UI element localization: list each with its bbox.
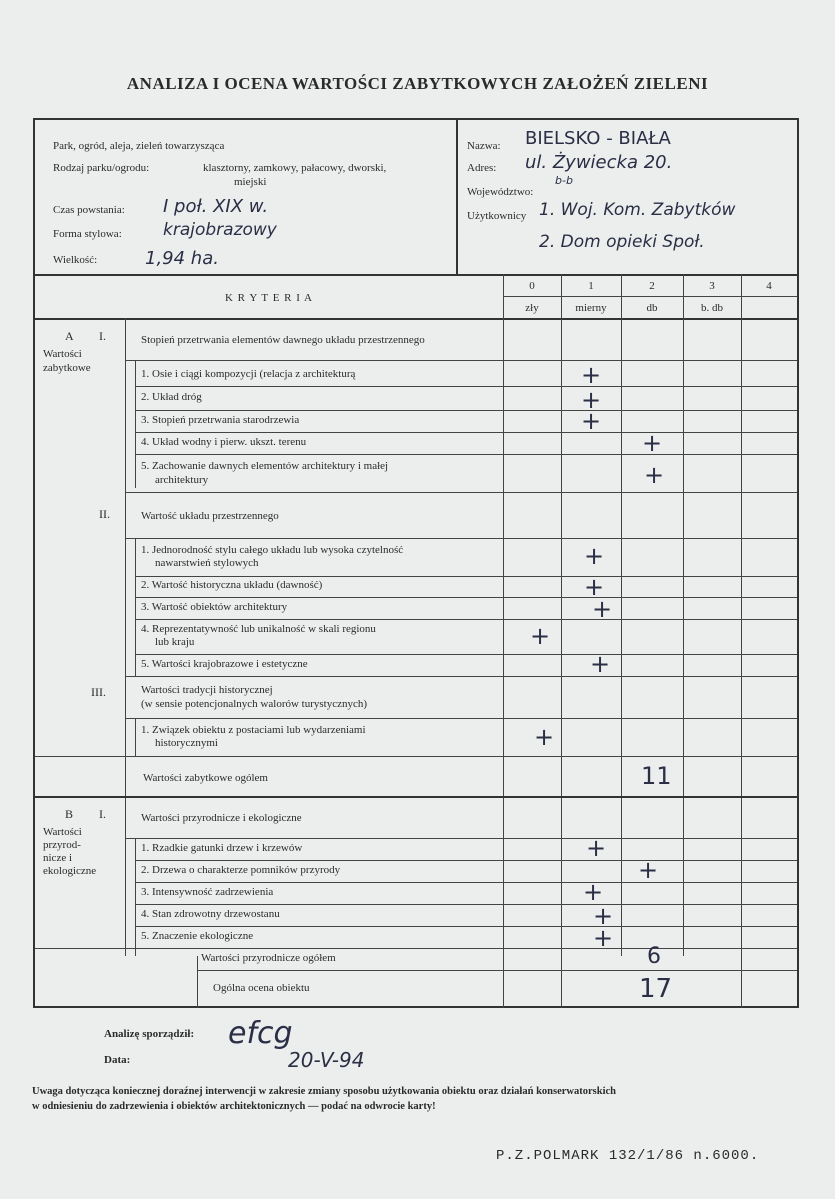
criterion-a1-5: 5. Zachowanie dawnych elementów architektury i małej bbox=[141, 460, 389, 472]
rule bbox=[135, 860, 797, 861]
group-a1-title: Stopień przetrwania elementów dawnego układu przestrzennego bbox=[141, 334, 425, 346]
rule bbox=[135, 576, 797, 577]
overall-label: Ogólna ocena obiektu bbox=[213, 982, 310, 994]
indent-line-a3 bbox=[135, 718, 136, 756]
col-1-name: mierny bbox=[575, 302, 607, 314]
section-a-total-label: Wartości zabytkowe ogólem bbox=[143, 772, 268, 784]
evaluation-form bbox=[33, 118, 799, 1008]
kryteria-mid-rule bbox=[503, 296, 797, 297]
czas-label: Czas powstania: bbox=[53, 204, 125, 216]
col-line-4 bbox=[741, 274, 742, 956]
rule bbox=[125, 360, 797, 361]
indent-line-a1 bbox=[135, 360, 136, 488]
wielkosc-value: 1,94 ha. bbox=[145, 248, 219, 269]
label-col-line-a bbox=[125, 318, 126, 796]
rule bbox=[125, 838, 797, 839]
rule bbox=[135, 410, 797, 411]
mark-a1-1: + bbox=[580, 361, 602, 389]
mark-a2-2: + bbox=[583, 573, 605, 601]
overall-value: 17 bbox=[639, 974, 673, 1004]
forma-label: Forma stylowa: bbox=[53, 228, 122, 240]
uzytkownicy-value-1: 1. Woj. Kom. Zabytków bbox=[539, 200, 736, 220]
col-line-0 bbox=[503, 274, 504, 956]
section-b-name: Wartości bbox=[43, 826, 82, 838]
section-a-name-2: zabytkowe bbox=[43, 362, 91, 374]
col-1-num: 1 bbox=[588, 280, 594, 292]
group-a2-roman: II. bbox=[99, 507, 110, 521]
rule bbox=[125, 538, 797, 539]
indent-line-b bbox=[135, 838, 136, 956]
park-label: Park, ogród, aleja, zieleń towarzysząca bbox=[53, 140, 225, 152]
mark-a2-1: + bbox=[583, 542, 605, 570]
col-line-1 bbox=[561, 274, 562, 956]
rule bbox=[135, 597, 797, 598]
note-line-1: Uwaga dotycząca koniecznej doraźnej interwencji w zakresie zmiany sposobu użytkowania obiektu oraz działań konserwatorskich bbox=[32, 1086, 616, 1097]
section-a-name: Wartości bbox=[43, 348, 82, 360]
rule bbox=[135, 386, 797, 387]
col-line-total-1 bbox=[561, 956, 562, 1008]
wojewodztwo-label: Województwo: bbox=[467, 186, 534, 198]
criterion-a1-3: 3. Stopień przetrwania starodrzewia bbox=[141, 414, 300, 426]
rule bbox=[35, 948, 797, 949]
uzytkownicy-label: Użytkownicy bbox=[467, 210, 527, 222]
criterion-a2-4: 4. Reprezentatywność lub unikalność w skali regionu bbox=[141, 623, 376, 635]
section-b-roman: I. bbox=[99, 807, 106, 821]
criterion-b-2: 2. Drzewa o charakterze pomników przyrody bbox=[141, 864, 341, 876]
section-b-total-value: 6 bbox=[647, 944, 661, 969]
col-line-total-4 bbox=[741, 956, 742, 1008]
mark-a3-1: + bbox=[533, 723, 555, 751]
criterion-a2-3: 3. Wartość obiektów architektury bbox=[141, 601, 288, 613]
section-a-total-value: 11 bbox=[641, 762, 672, 790]
section-a-letter: A bbox=[65, 329, 74, 343]
section-b-total-label: Wartości przyrodnicze ogółem bbox=[201, 952, 336, 964]
section-a-roman: I. bbox=[99, 329, 106, 343]
nazwa-label: Nazwa: bbox=[467, 140, 501, 152]
section-b-name-3: nicze i bbox=[43, 852, 73, 864]
criterion-a2-4b: lub kraju bbox=[155, 636, 195, 648]
kryteria-label: K R Y T E R I A bbox=[224, 292, 314, 304]
adres-label: Adres: bbox=[467, 162, 497, 174]
section-b-name-4: ekologiczne bbox=[43, 865, 97, 877]
rodzaj-options-2: miejski bbox=[234, 176, 267, 188]
indent-line-a2 bbox=[135, 538, 136, 676]
uzytkownicy-value-2: 2. Dom opieki Społ. bbox=[539, 232, 705, 252]
print-code: P.Z.POLMARK 132/1/86 n.6000. bbox=[496, 1148, 760, 1164]
col-2-num: 2 bbox=[649, 280, 655, 292]
rule bbox=[135, 882, 797, 883]
rule bbox=[125, 492, 797, 493]
rule bbox=[135, 654, 797, 655]
rule bbox=[125, 718, 797, 719]
nazwa-value: BIELSKO - BIAŁA bbox=[525, 128, 671, 149]
signature: efcg bbox=[228, 1016, 293, 1051]
criterion-a1-5b: architektury bbox=[155, 474, 209, 486]
label-col-line-b bbox=[125, 798, 126, 956]
criterion-a1-2: 2. Układ dróg bbox=[141, 391, 202, 403]
analize-label: Analizę sporządził: bbox=[104, 1028, 195, 1040]
section-b-letter: B bbox=[65, 807, 74, 821]
section-b-title: Wartości przyrodnicze i ekologiczne bbox=[141, 812, 302, 824]
col-0-num: 0 bbox=[529, 280, 535, 292]
wojewodztwo-value: b-b bbox=[555, 174, 573, 187]
mark-a2-4: + bbox=[529, 622, 551, 650]
note-line-2: w odniesieniu do zadrzewienia i obiektów architektonicznych — podać na odwrocie karty! bbox=[32, 1101, 436, 1112]
adres-value: ul. Żywiecka 20. bbox=[525, 152, 673, 173]
criterion-b-4: 4. Stan zdrowotny drzewostanu bbox=[141, 908, 280, 920]
criterion-a2-2: 2. Wartość historyczna układu (dawność) bbox=[141, 579, 323, 591]
criterion-a3-1b: historycznymi bbox=[155, 737, 218, 749]
rule bbox=[135, 454, 797, 455]
criterion-a2-5: 5. Wartości krajobrazowe i estetyczne bbox=[141, 658, 308, 670]
group-a3-title: Wartości tradycji historycznej bbox=[141, 684, 273, 696]
rule bbox=[125, 676, 797, 677]
group-a3-roman: III. bbox=[91, 685, 106, 699]
col-0-name: zły bbox=[525, 302, 539, 314]
rule bbox=[35, 756, 797, 757]
overall-left-line bbox=[197, 956, 198, 1008]
rule bbox=[135, 904, 797, 905]
forma-value: krajobrazowy bbox=[163, 220, 277, 240]
rule bbox=[135, 926, 797, 927]
data-value: 20-V-94 bbox=[288, 1048, 365, 1072]
criterion-a2-1b: nawarstwień stylowych bbox=[155, 557, 259, 569]
wielkosc-label: Wielkość: bbox=[53, 254, 98, 266]
criterion-b-1: 1. Rzadkie gatunki drzew i krzewów bbox=[141, 842, 303, 854]
mark-a1-5: + bbox=[643, 461, 665, 489]
header-divider bbox=[456, 120, 458, 274]
col-line-2 bbox=[621, 274, 622, 956]
mark-b-2: + bbox=[637, 856, 659, 884]
section-b-name-2: przyrod- bbox=[43, 839, 81, 851]
col-2-name: db bbox=[646, 302, 658, 314]
czas-value: I poł. XIX w. bbox=[163, 196, 269, 217]
rodzaj-options: klasztorny, zamkowy, pałacowy, dworski, bbox=[203, 162, 387, 174]
col-line-3 bbox=[683, 274, 684, 956]
rodzaj-label: Rodzaj parku/ogrodu: bbox=[53, 162, 150, 174]
mark-a1-3: + bbox=[580, 407, 602, 435]
mark-b-3: + bbox=[582, 878, 604, 906]
col-3-num: 3 bbox=[709, 280, 715, 292]
mark-a1-4: + bbox=[641, 429, 663, 457]
criterion-b-5: 5. Znaczenie ekologiczne bbox=[141, 930, 254, 942]
criterion-a1-1: 1. Osie i ciągi kompozycji (relacja z architekturą bbox=[141, 368, 356, 380]
rule bbox=[197, 970, 797, 971]
col-3-name: b. db bbox=[701, 302, 723, 314]
criterion-a2-1: 1. Jednorodność stylu całego układu lub wysoka czytelność bbox=[141, 544, 404, 556]
mark-b-4: + bbox=[592, 902, 614, 930]
criterion-a3-1: 1. Związek obiektu z postaciami lub wydarzeniami bbox=[141, 724, 366, 736]
rule bbox=[135, 619, 797, 620]
rule bbox=[135, 432, 797, 433]
col-4-num: 4 bbox=[766, 280, 772, 292]
mark-a2-3: + bbox=[591, 595, 613, 623]
group-a2-title: Wartość układu przestrzennego bbox=[141, 510, 279, 522]
col-line-total-0 bbox=[503, 956, 504, 1008]
data-label: Data: bbox=[104, 1054, 131, 1066]
mark-b-1: + bbox=[585, 834, 607, 862]
group-a3-title-2: (w sensie potencjonalnych walorów turystycznych) bbox=[141, 698, 368, 710]
page-title: ANALIZA I OCENA WARTOŚCI ZABYTKOWYCH ZAŁOŻEŃ ZIELENI bbox=[126, 74, 709, 93]
section-a-end-rule bbox=[35, 796, 797, 798]
mark-b-5: + bbox=[592, 924, 614, 952]
mark-a1-2: + bbox=[580, 386, 602, 414]
mark-a2-5: + bbox=[589, 650, 611, 678]
criterion-b-3: 3. Intensywność zadrzewienia bbox=[141, 886, 274, 898]
criterion-a1-4: 4. Układ wodny i pierw. ukszt. terenu bbox=[141, 436, 307, 448]
